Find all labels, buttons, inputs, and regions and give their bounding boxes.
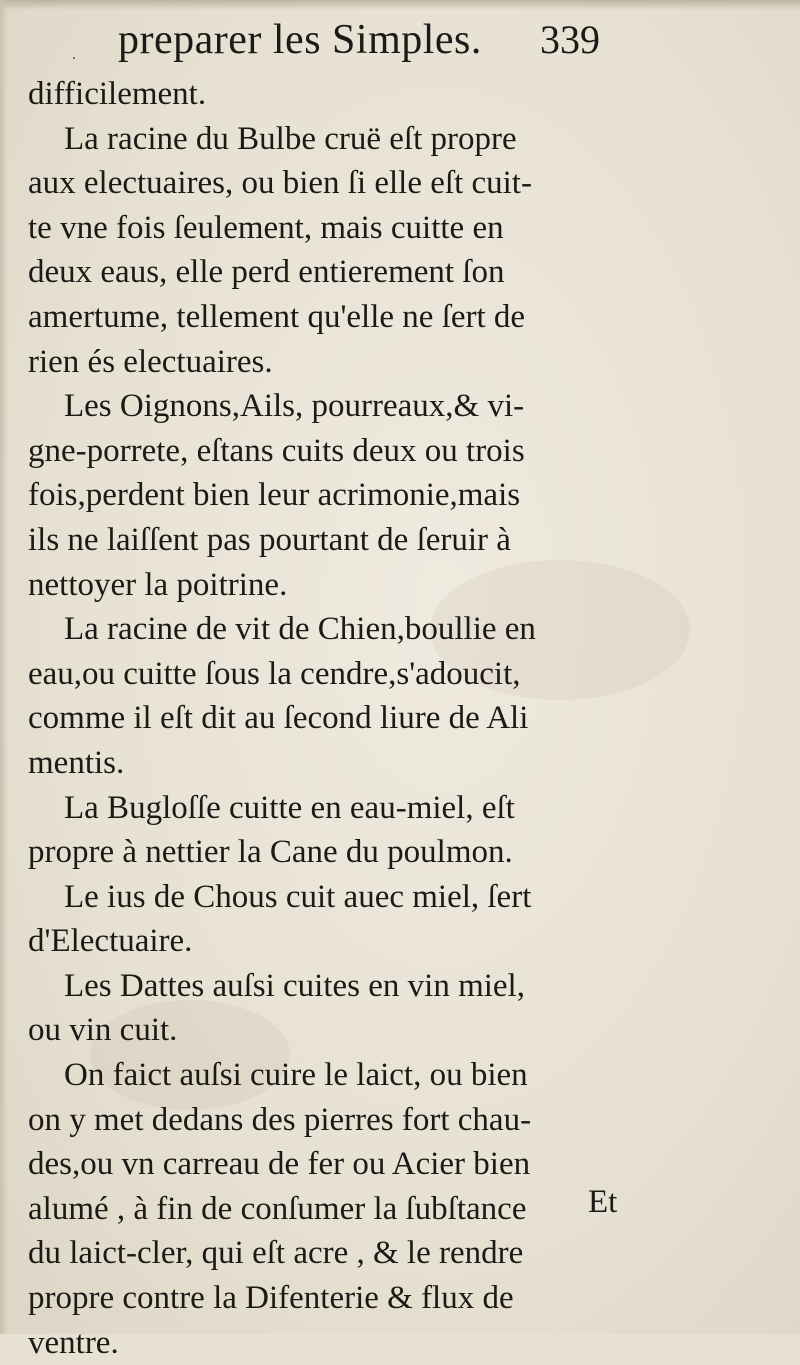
text-line: des,ou vn carreau de fer ou Acier bien (28, 1146, 531, 1183)
text-line: te vne fois ſeulement, mais cuitte en (28, 209, 504, 246)
text-line: La racine du Bulbe cruë eſt propre (64, 120, 517, 157)
text-line: Le ius de Chous cuit auec miel, ſert (64, 878, 532, 915)
text-line: mentis. (28, 744, 125, 781)
text-line: eau,ou cuitte ſous la cendre,s'adoucit, (28, 655, 521, 692)
text-line: alumé , à fin de conſumer la ſubſtance (28, 1190, 527, 1227)
text-line: difficilement. (28, 76, 207, 112)
text-line: deux eaus, elle perd entierement ſon (28, 254, 505, 291)
body-text (28, 72, 768, 1365)
text-line: ils ne laiſſent pas pourtant de ſeruir à (28, 521, 511, 558)
text-line: gne-porrete, eſtans cuits deux ou trois (28, 432, 525, 469)
text-line: propre contre la Difenterie & flux de (28, 1280, 514, 1317)
page-header (0, 12, 800, 72)
page-left-edge-shadow (0, 0, 8, 1334)
text-line: on y met dedans des pierres fort chau- (28, 1101, 532, 1138)
text-line: La racine de vit de Chien,boullie en (64, 611, 536, 648)
running-title: preparer les Simples. (118, 17, 482, 63)
page-top-edge-shadow (0, 0, 800, 10)
text-line: amertume, tellement qu'elle ne ſert de (28, 298, 526, 335)
text-line: propre à nettier la Cane du poulmon. (28, 834, 513, 871)
catchword: Et (588, 1184, 618, 1220)
text-line: ventre. (28, 1324, 119, 1361)
text-line: comme il eſt dit au ſecond liure de Ali (28, 700, 529, 737)
text-line: rien és electuaires. (28, 343, 273, 380)
text-line: La Bugloſſe cuitte en eau-miel, eſt (64, 789, 515, 826)
text-line: du laict-cler, qui eſt acre , & le rendre (28, 1235, 524, 1272)
text-line: Les Oignons,Ails, pourreaux,& vi- (64, 388, 525, 425)
page-number: 339 (540, 17, 600, 62)
text-line: On faict auſsi cuire le laict, ou bien (64, 1057, 528, 1094)
text-line: nettoyer la poitrine. (28, 566, 288, 603)
text-line: ou vin cuit. (28, 1012, 178, 1049)
header-ink-mark: . (72, 46, 76, 63)
text-line: Les Dattes auſsi cuites en vin miel, (64, 967, 525, 1004)
text-line: fois,perdent bien leur acrimonie,mais (28, 477, 521, 514)
text-line: aux electuaires, ou bien ſi elle eſt cuit- (28, 165, 532, 202)
text-line: d'Electuaire. (28, 923, 193, 960)
